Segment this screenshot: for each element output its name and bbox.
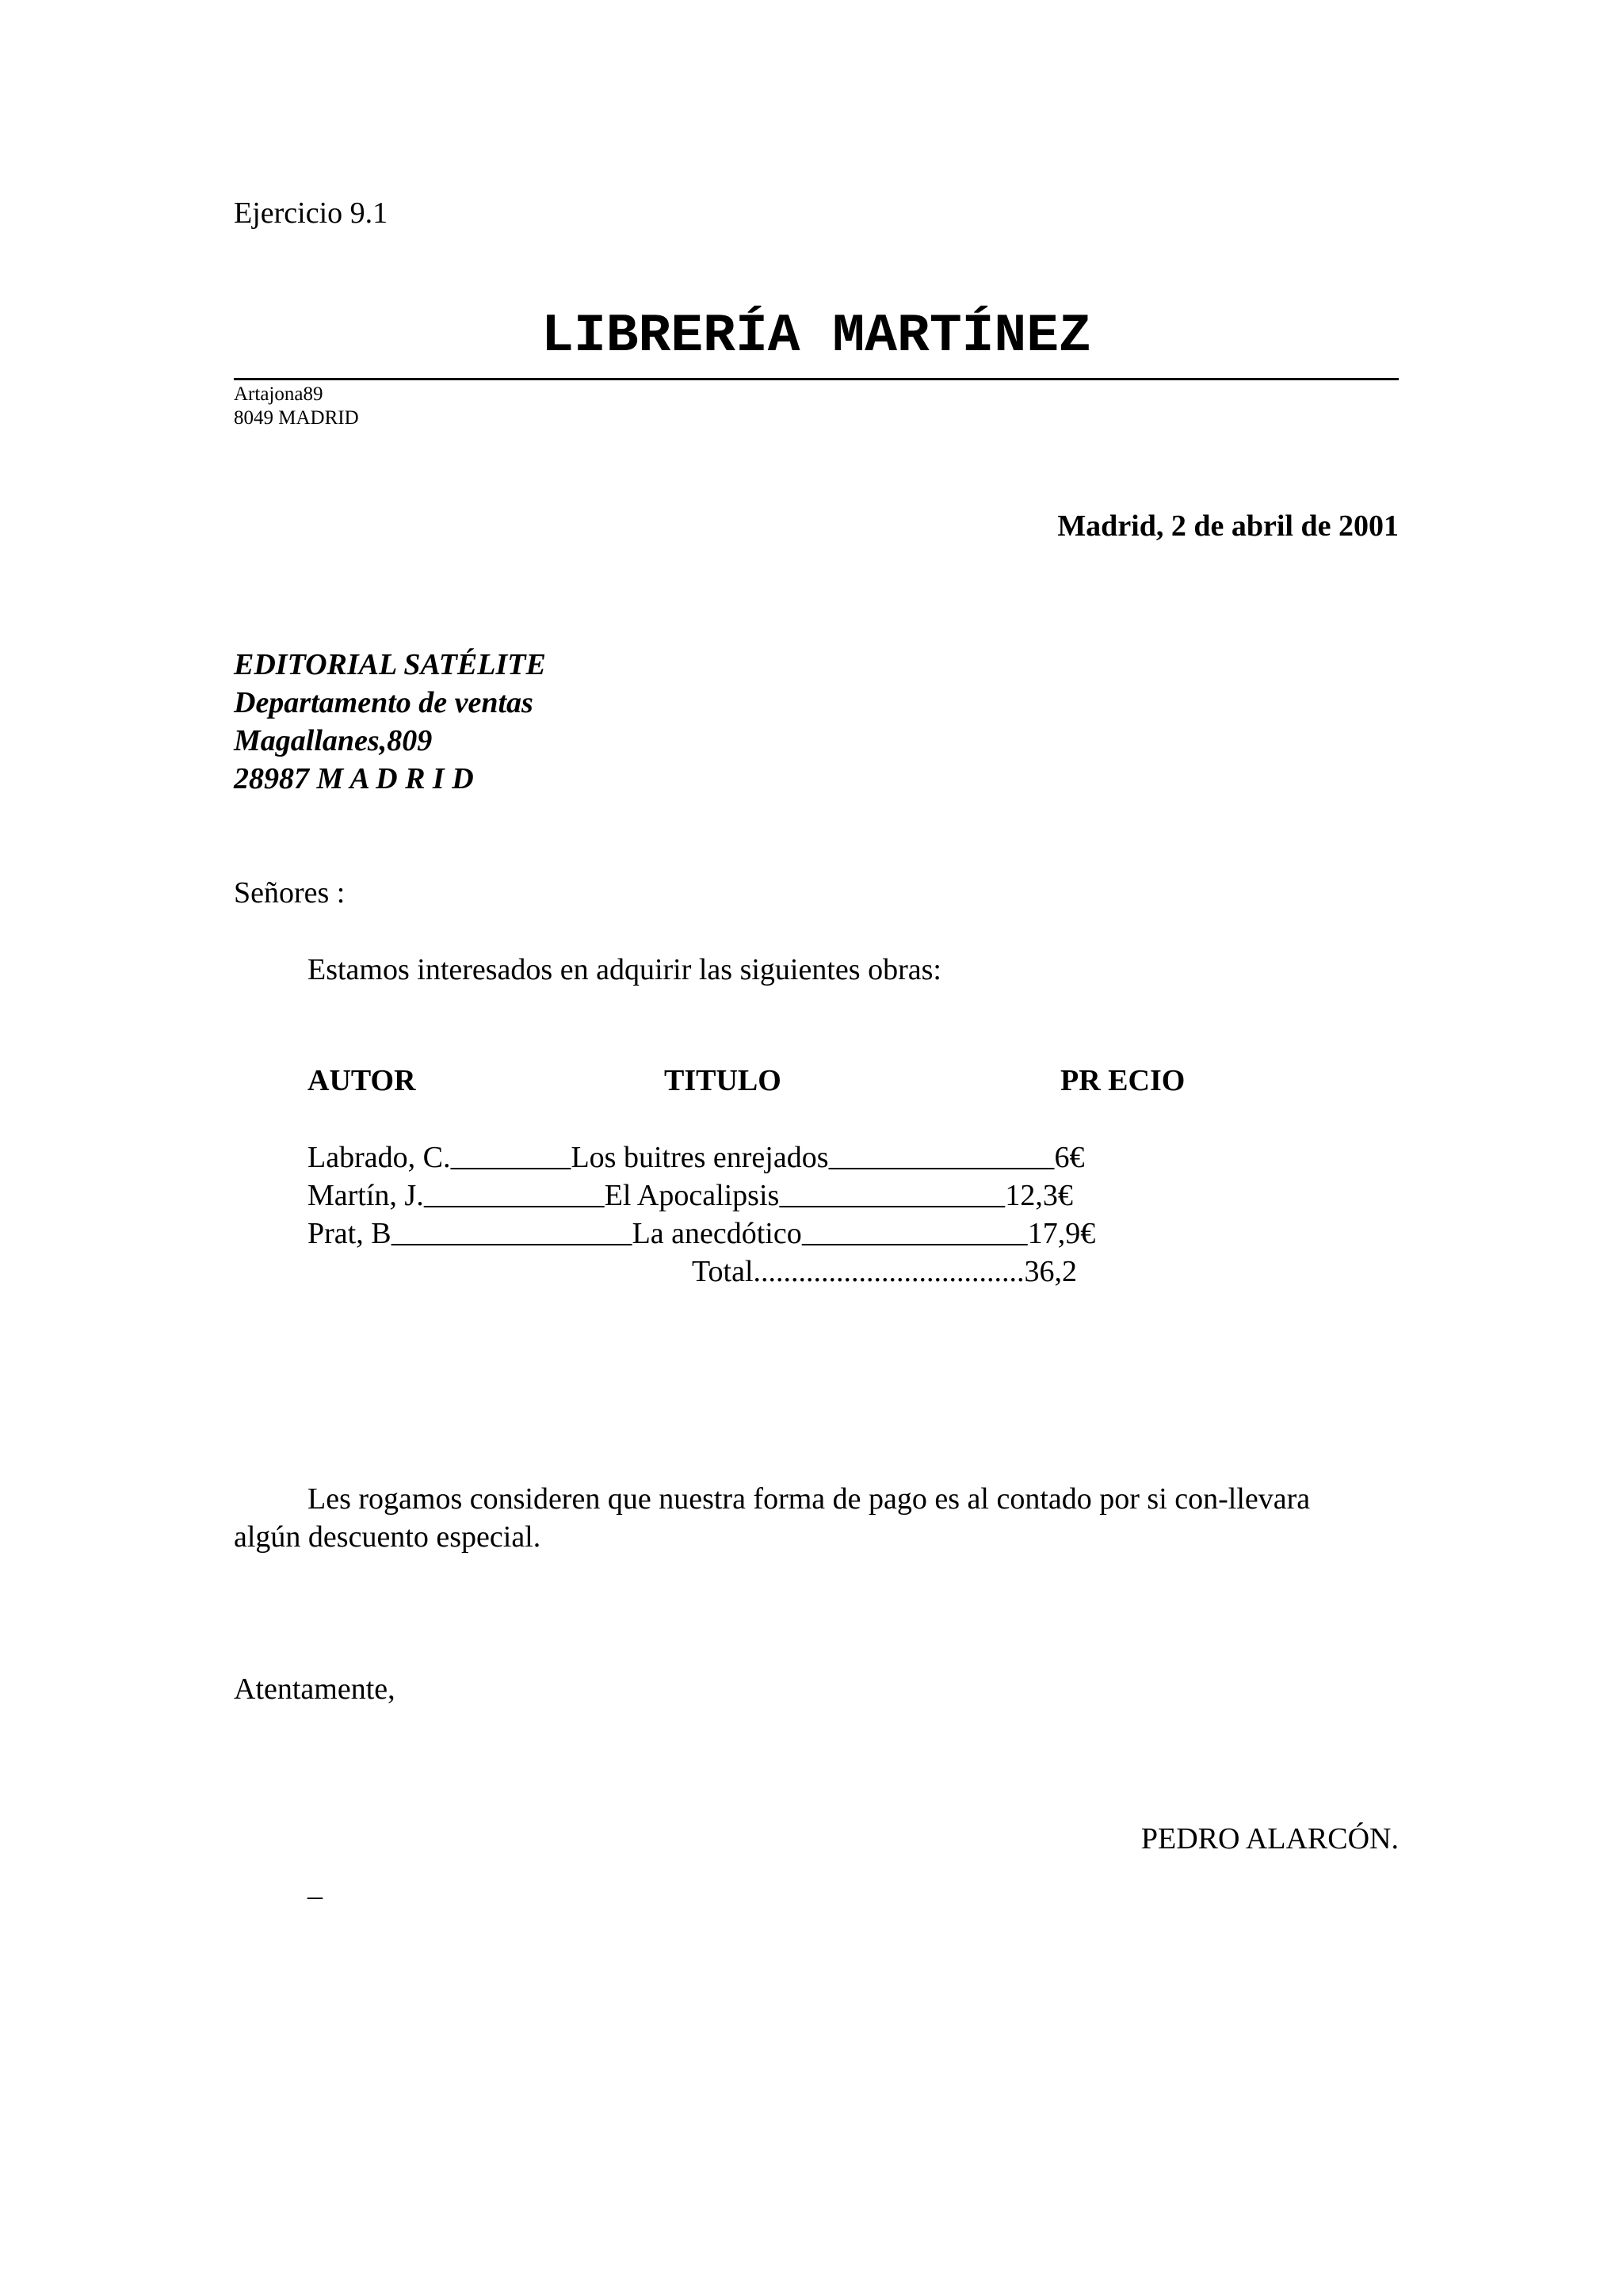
payment-paragraph: Les rogamos consideren que nuestra forma de pago es al contado por si con-llevara algún descuento especial. (234, 1482, 1311, 1554)
company-name: LIBRERÍA MARTÍNEZ (541, 306, 1091, 367)
total-leader: .................................... (753, 1255, 1025, 1288)
row-title: El Apocalipsis (604, 1179, 780, 1212)
total-label: Total (692, 1255, 754, 1288)
table-row (307, 1215, 1095, 1253)
table-row (307, 1138, 1084, 1177)
row-author: Prat, B (307, 1217, 391, 1250)
table-row (307, 1177, 1073, 1215)
exercise-label: Ejercicio 9.1 (234, 196, 388, 230)
row-price: 6€ (1054, 1141, 1085, 1174)
row-price: 12,3€ (1005, 1179, 1073, 1212)
recipient-department: Departamento de ventas (234, 686, 533, 719)
header-rule (234, 378, 1399, 380)
total-value: 36,2 (1024, 1255, 1078, 1288)
intro-paragraph: Estamos interesados en adquirir las siguientes obras: (307, 953, 941, 986)
recipient-city: 28987 M A D R I D (234, 762, 474, 795)
row-price: 17,9€ (1027, 1217, 1096, 1250)
table-header-price: PR ECIO (1060, 1064, 1186, 1097)
letter-date: Madrid, 2 de abril de 2001 (1057, 509, 1399, 543)
recipient-company: EDITORIAL SATÉLITE (234, 648, 546, 681)
table-header-title: TITULO (664, 1064, 781, 1097)
row-title: La anecdótico (632, 1217, 802, 1250)
total-line (692, 1253, 1077, 1291)
table-header-author: AUTOR (307, 1064, 416, 1097)
closing: Atentamente, (234, 1672, 395, 1706)
recipient-street: Magallanes,809 (234, 724, 433, 757)
row-author: Labrado, C. (307, 1141, 451, 1174)
row-author: Martín, J. (307, 1179, 424, 1212)
stray-mark: _ (307, 1869, 323, 1902)
row-title: Los buitres enrejados (571, 1141, 829, 1174)
sender-address-city: 8049 MADRID (234, 407, 359, 429)
sender-address-street: Artajona89 (234, 383, 323, 405)
signature-name: PEDRO ALARCÓN. (1140, 1822, 1399, 1855)
salutation: Señores : (234, 876, 346, 910)
